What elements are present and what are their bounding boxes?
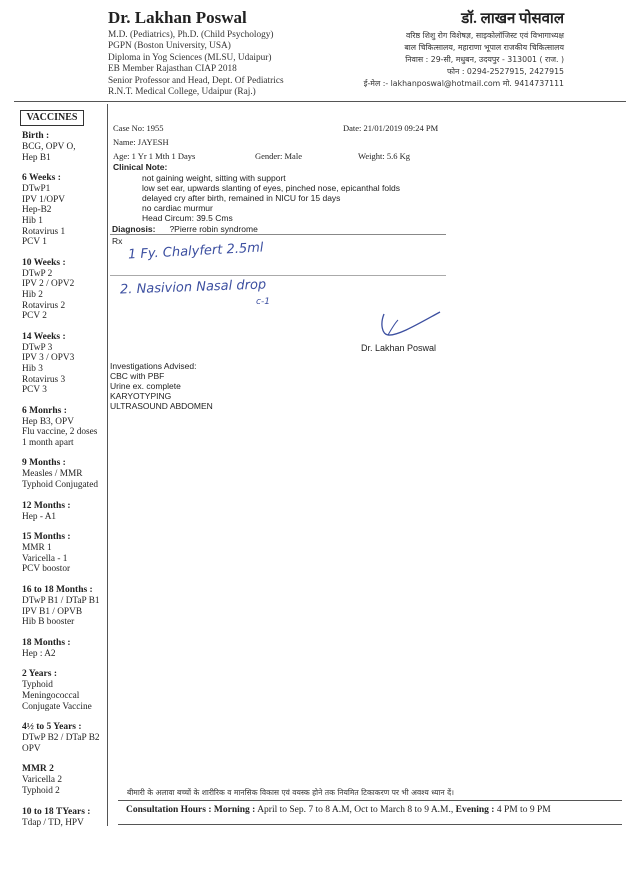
vaccine-item: PCV boostor (22, 564, 71, 575)
vaccine-item: Meningococcal (22, 691, 80, 701)
vaccine-item: Hep-B2 (22, 205, 52, 216)
hindi-line: वरिष्ठ शिशु रोग विशेषज्ञ, साइकोलॉजिस्ट एवं विभागाध्यक्ष (405, 31, 564, 40)
vaccine-group (22, 332, 114, 396)
vaccine-item: Measles / MMR (22, 469, 83, 480)
vaccine-group (22, 258, 114, 322)
visit-date: Date: 21/01/2019 09:24 PM (343, 123, 439, 133)
hindi-line: निवास : 29-सी, मधुबन, उदयपुर - 313001 ( राज. ) (405, 55, 564, 64)
patient-name: Name: JAYESH (113, 137, 169, 147)
investigations (110, 361, 213, 411)
vaccine-age-label: 18 Months : (22, 637, 71, 648)
vaccine-item: DTwP 3 (22, 342, 53, 353)
clinical-note-label: Clinical Note: (113, 162, 168, 172)
vaccine-group (22, 173, 114, 248)
vaccine-group (22, 722, 114, 754)
footer-bottom (118, 824, 622, 825)
vaccine-item: DTwP 2 (22, 268, 53, 279)
vaccine-item: DTwP B1 / DTaP B1 (22, 596, 100, 607)
vaccine-item: DTwP1 (22, 184, 51, 195)
vaccine-group (22, 532, 114, 575)
qualification-line: M.D. (Pediatrics), Ph.D. (Child Psychology) (108, 30, 274, 40)
vaccine-group (22, 131, 114, 163)
vaccine-item: Hep B1 (22, 152, 51, 163)
qualification-line: EB Member Rajasthan CIAP 2018 (108, 64, 237, 75)
hindi-line: फोन : 0294-2527915, 2427915 (446, 67, 564, 76)
vaccine-age-label: 6 Monrhs : (22, 405, 67, 416)
vaccine-item: Rotavirus 2 (22, 300, 66, 311)
vaccine-item: Rotavirus 3 (22, 374, 66, 385)
doctor-name-hindi: डॉ. लाखन पोसवाल (461, 11, 564, 27)
clinical-line: not gaining weight, sitting with support (142, 173, 286, 183)
vaccines-title: VACCINES (20, 110, 84, 126)
vaccine-item: DTwP B2 / DTaP B2 (22, 733, 100, 744)
vaccine-group (22, 638, 114, 660)
vaccine-group (22, 501, 114, 523)
patient-weight: Weight: 5.6 Kg (358, 151, 410, 161)
vaccine-item: Typhoid 2 (22, 785, 60, 796)
vaccine-item: Conjugate Vaccine (22, 701, 92, 712)
vaccine-age-label: 10 Weeks : (22, 257, 66, 268)
vaccine-item: PCV 2 (22, 311, 47, 322)
investigation-item: KARYOTYPING (110, 391, 172, 401)
handwritten-rx-line: 2. Nasivion Nasal drop (119, 277, 267, 298)
vaccine-item: Rotavirus 1 (22, 226, 66, 237)
hindi-line: ई-मेल :- lakhanposwal@hotmail.com मो. 9414737111 (363, 79, 564, 88)
hours-morning: April to Sep. 7 to 8 A.M, Oct to March 8 to 9 A.M., (257, 805, 454, 815)
qualification-line: Senior Professor and Head, Dept. Of Pediatrics (108, 75, 284, 86)
clinical-line: delayed cry after birth, remained in NICU for 15 days (142, 193, 341, 203)
case-number: Case No: 1955 (113, 123, 164, 133)
diagnosis-label: Diagnosis: (112, 224, 156, 234)
vaccine-age-label: 6 Weeks : (22, 173, 61, 184)
diagnosis-value: ?Pierre robin syndrome (169, 224, 258, 234)
vaccine-item: Hep - A1 (22, 511, 57, 522)
vaccine-item: IPV B1 / OPVB (22, 606, 83, 617)
vaccine-age-label: MMR 2 (22, 764, 54, 775)
clinical-line: low set ear, upwards slanting of eyes, pinched nose, epicanthal folds (142, 183, 400, 193)
vaccine-item: Hib 2 (22, 289, 43, 300)
rx-label: Rx (112, 236, 123, 246)
handwritten-rx-line: 1 Fy. Chalyfert 2.5ml (127, 240, 264, 263)
vaccine-group (22, 669, 114, 712)
vaccine-schedule (22, 131, 114, 838)
handwritten-rx-extra: c-1 (256, 297, 270, 307)
vaccine-age-label: 9 Months : (22, 458, 66, 469)
footer-note-hindi: बीमारी के अलावा बच्चों के शारीरिक व मानसिक विकास एवं वयस्क होने तक नियमित टिकाकरण पर भी अवश्य ध्यान दें। (127, 788, 454, 797)
investigation-item: CBC with PBF (110, 371, 165, 381)
clinical-line: no cardiac murmur (142, 203, 213, 213)
clinical-note (142, 173, 400, 223)
vaccine-age-label: 4½ to 5 Years : (22, 722, 82, 733)
consultation-hours (126, 805, 551, 815)
doctor-name: Dr. Lakhan Poswal (108, 8, 247, 27)
vaccine-age-label: 10 to 18 TYears : (22, 806, 91, 817)
signature-scribble (378, 308, 444, 342)
footer-divider (118, 800, 622, 801)
clinical-line: Head Circum: 39.5 Cms (142, 213, 233, 223)
patient-age: Age: 1 Yr 1 Mth 1 Days (113, 151, 196, 161)
vaccine-group (22, 585, 114, 628)
qualification-line: Diploma in Yog Sciences (MLSU, Udaipur) (108, 52, 272, 63)
vaccine-group (22, 764, 114, 796)
vaccine-group (22, 406, 114, 449)
investigation-item: ULTRASOUND ABDOMEN (110, 401, 213, 411)
vaccine-item: Hib B booster (22, 617, 75, 628)
hours-evening: 4 PM to 9 PM (496, 805, 551, 815)
vaccine-item: Varicella - 1 (22, 553, 68, 564)
vaccine-item: Varicella 2 (22, 775, 63, 786)
hindi-details (364, 30, 564, 90)
qualifications (108, 30, 284, 98)
signature-name: Dr. Lakhan Poswal (361, 343, 437, 353)
vaccine-item: IPV 2 / OPV2 (22, 279, 75, 290)
vaccine-item: OPV (22, 743, 41, 754)
hours-label: Consultation Hours : Morning : (126, 805, 256, 815)
vaccine-item: Hep B3, OPV (22, 416, 74, 427)
vaccine-item: BCG, OPV O, (22, 142, 76, 152)
vaccine-item: PCV 3 (22, 385, 47, 396)
vaccine-item: MMR 1 (22, 543, 52, 554)
vaccine-age-label: 12 Months : (22, 500, 71, 511)
vaccine-item: Hep : A2 (22, 648, 56, 659)
investigations-label: Investigations Advised: (110, 361, 197, 371)
vaccine-item: Hib 3 (22, 363, 43, 374)
vaccine-item: 1 month apart (22, 437, 74, 448)
vaccine-item: PCV 1 (22, 237, 47, 248)
vaccine-age-label: 15 Months : (22, 532, 71, 543)
vaccine-item: IPV 1/OPV (22, 194, 65, 205)
qualification-line: PGPN (Boston University, USA) (108, 41, 231, 52)
vaccine-age-label: 14 Weeks : (22, 331, 66, 342)
diagnosis-underline (110, 234, 446, 235)
vaccine-item: Flu vaccine, 2 doses (22, 427, 98, 438)
patient-gender: Gender: Male (255, 151, 302, 161)
hours-evening-label: Evening : (455, 805, 495, 815)
header-divider (14, 101, 626, 102)
vaccine-item: IPV 3 / OPV3 (22, 353, 75, 364)
vaccine-item: Hib 1 (22, 215, 43, 226)
vaccine-item: Typhoid (22, 680, 53, 691)
hindi-line: बाल चिकित्सालय, महाराणा भूपाल राजकीय चिकित्सालय (404, 43, 564, 52)
vaccine-group (22, 458, 114, 490)
vaccine-item: Tdap / TD, HPV (22, 817, 84, 828)
vaccine-item: Typhoid Conjugated (22, 480, 99, 491)
vaccine-age-label: 2 Years : (22, 669, 57, 680)
vaccine-group (22, 807, 114, 829)
vaccine-age-label: 16 to 18 Months : (22, 585, 93, 596)
diagnosis (112, 224, 258, 234)
vaccine-age-label: Birth : (22, 131, 50, 141)
investigation-item: Urine ex. complete (110, 381, 181, 391)
qualification-line: R.N.T. Medical College, Udaipur (Raj.) (108, 87, 256, 98)
rx-divider (110, 275, 446, 276)
